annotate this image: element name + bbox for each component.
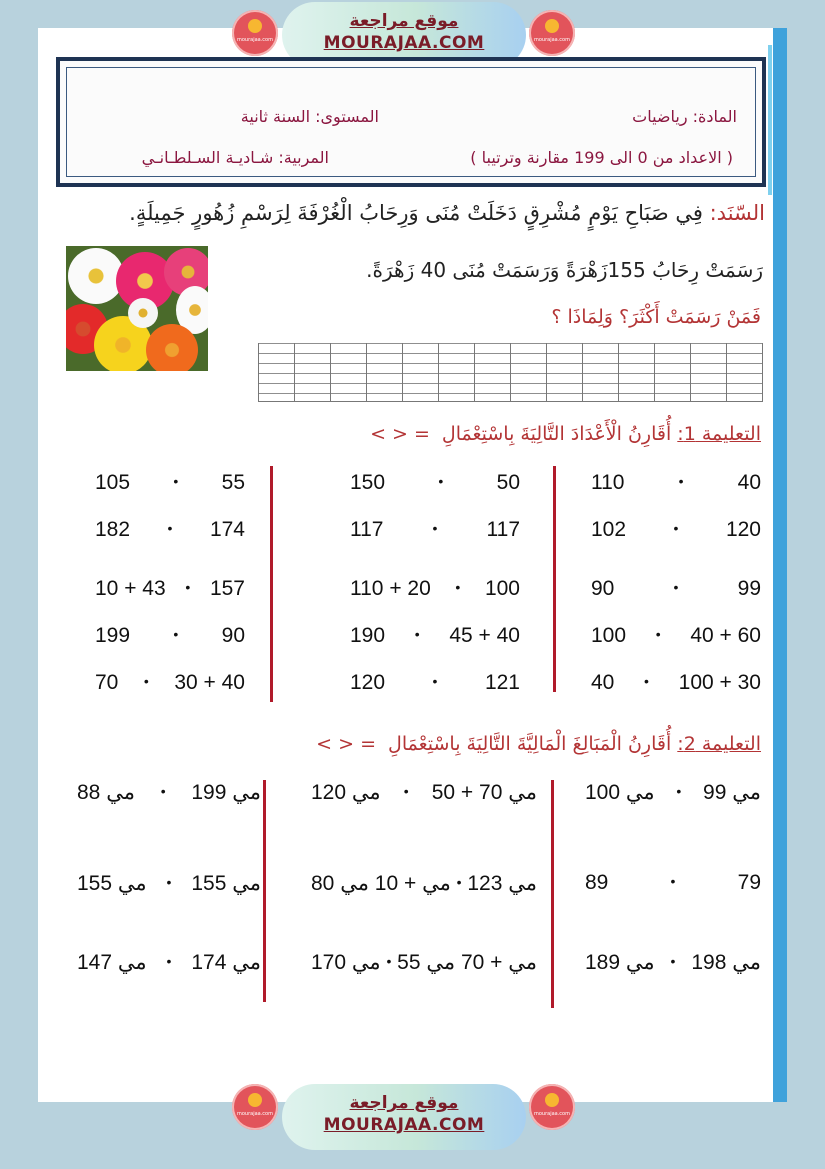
sanad-text: فِي صَبَاحِ يَوْمٍ مُشْرِقٍ دَخَلَتْ مُنَى وَرِحَابُ الْغُرْفَةَ لِرَسْمِ زُهُورٍ جَمِيلَةٍ. — [129, 201, 710, 225]
comparison-row — [95, 624, 245, 648]
banner-arabic-title[interactable]: موقع مراجعة — [349, 11, 459, 31]
column-divider — [263, 780, 266, 1002]
comparison-right-operand: 174 — [209, 518, 245, 541]
comparison-row — [95, 577, 245, 601]
comparison-blank[interactable]: • — [670, 952, 676, 969]
comparison-row — [350, 518, 520, 542]
comparison-left-operand: 88 مي — [77, 781, 135, 804]
comparison-blank[interactable]: • — [414, 626, 420, 642]
site-logo-icon: mourajaa.com — [529, 1084, 575, 1130]
comparison-blank[interactable]: • — [673, 579, 679, 595]
comparison-blank[interactable]: • — [456, 873, 462, 890]
instruction-1-symbols: = < > — [370, 423, 430, 445]
comparison-row — [95, 671, 245, 695]
writing-grid[interactable] — [258, 343, 763, 402]
comparison-right-operand: 100 — [484, 577, 520, 600]
comparison-blank[interactable]: • — [432, 520, 438, 536]
comparison-right-operand: 117 — [486, 518, 520, 541]
comparison-row — [95, 471, 245, 495]
comparison-row — [311, 950, 537, 975]
comparison-row — [350, 471, 520, 495]
comparison-row — [591, 624, 761, 648]
comparison-right-operand: 45 + 40 — [449, 624, 520, 647]
comparison-left-operand: 100 — [591, 624, 627, 647]
comparison-blank[interactable]: • — [670, 873, 676, 889]
comparison-left-operand: 120 مي — [311, 781, 381, 804]
comparison-blank[interactable]: • — [386, 952, 392, 969]
comparison-blank[interactable]: • — [673, 520, 679, 536]
comparison-row — [591, 518, 761, 542]
comparison-row — [350, 624, 520, 648]
comparison-left-operand: 189 مي — [585, 951, 655, 974]
comparison-right-operand: 40 + 60 — [690, 624, 761, 647]
comparison-blank[interactable]: • — [166, 873, 172, 890]
comparison-right-operand: 121 — [484, 671, 520, 694]
comparison-right-operand: 199 مي — [191, 781, 261, 804]
comparison-left-operand: 10 + 43 — [95, 577, 166, 600]
comparison-right-operand: 30 + 40 — [174, 671, 245, 694]
comparison-left-operand: 40 — [591, 671, 615, 694]
comparison-blank[interactable]: • — [678, 473, 684, 489]
site-logo-icon: mourajaa.com — [529, 10, 575, 56]
column-divider — [270, 466, 273, 702]
comparison-right-operand: 155 مي — [191, 872, 261, 895]
comparison-left-operand: 80 مي + 10 مي — [311, 872, 451, 895]
comparison-right-operand: 79 — [737, 871, 761, 894]
story-line: رَسَمَتْ رِحَابُ 155زَهْرَةً وَرَسَمَتْ مُنَى 40 زَهْرَةً. — [366, 258, 763, 282]
comparison-left-operand: 147 مي — [77, 951, 147, 974]
banner-arabic-title[interactable]: موقع مراجعة — [349, 1093, 459, 1113]
comparison-row — [350, 577, 520, 601]
instruction-2 — [316, 733, 761, 755]
comparison-left-operand: 110 — [591, 471, 625, 494]
comparison-right-operand: 99 مي — [703, 781, 761, 804]
comparison-left-operand: 100 مي — [585, 781, 655, 804]
teacher-label: المربية: شـاديـة السـلطـانـي — [141, 148, 329, 167]
comparison-left-operand: 110 + 20 — [350, 577, 431, 600]
comparison-blank[interactable]: • — [644, 673, 649, 689]
instruction-1-text: أُقَارِنُ الْأَعْدَادَ التَّالِيَةَ بِاسْتِعْمَالِ — [441, 423, 678, 445]
flowers-image — [66, 246, 208, 371]
comparison-row — [311, 780, 537, 805]
banner-domain-link[interactable]: MOURAJAA.COM — [323, 1115, 485, 1135]
comparison-row — [585, 780, 761, 805]
comparison-right-operand: 123 مي — [467, 872, 537, 895]
comparison-blank[interactable]: • — [167, 520, 173, 536]
comparison-row — [77, 950, 261, 975]
site-banner-bottom[interactable] — [282, 1084, 526, 1150]
comparison-blank[interactable]: • — [655, 626, 661, 642]
comparison-row — [311, 871, 537, 896]
comparison-right-operand: 157 — [209, 577, 245, 600]
comparison-blank[interactable]: • — [166, 952, 172, 969]
comparison-right-operand: 99 — [737, 577, 761, 600]
comparison-right-operand: 50 — [496, 471, 520, 494]
site-logo-icon: mourajaa.com — [232, 10, 278, 56]
comparison-row — [591, 471, 761, 495]
comparison-right-operand: 55 مي + 70 مي — [397, 951, 537, 974]
instruction-2-text: أُقَارِنُ الْمَبَالِغَ الْمَالِيَّةَ التَّالِيَةَ بِاسْتِعْمَالِ — [388, 733, 678, 755]
comparison-left-operand: 150 — [350, 471, 386, 494]
instruction-2-label: التعليمة 2: — [677, 733, 761, 755]
site-logo-icon: mourajaa.com — [232, 1084, 278, 1130]
comparison-left-operand: 170 مي — [311, 951, 381, 974]
comparison-right-operand: 100 + 30 — [678, 671, 761, 694]
sanad-label: السّنَد: — [709, 201, 765, 225]
comparison-left-operand: 182 — [95, 518, 131, 541]
comparison-blank[interactable]: • — [185, 579, 191, 595]
comparison-blank[interactable]: • — [143, 673, 149, 689]
instruction-2-symbols: = < > — [316, 733, 377, 755]
comparison-left-operand: 105 — [95, 471, 131, 494]
comparison-left-operand: 120 — [350, 671, 386, 694]
comparison-left-operand: 70 — [95, 671, 119, 694]
column-divider — [551, 780, 554, 1008]
instruction-1-label: التعليمة 1: — [677, 423, 761, 445]
comparison-row — [591, 671, 761, 695]
level-label: المستوى: السنة ثانية — [240, 107, 379, 126]
comparison-blank[interactable]: • — [432, 673, 438, 689]
comparison-right-operand: 40 — [737, 471, 761, 494]
comparison-row — [585, 950, 761, 975]
comparison-row — [585, 871, 761, 895]
comparison-row — [77, 780, 261, 805]
comparison-blank[interactable]: • — [173, 473, 179, 489]
comparison-blank[interactable]: • — [173, 626, 179, 642]
story-question: فَمَنْ رَسَمَتْ أَكْثَرَ؟ وَلِمَاذَا ؟ — [551, 306, 761, 328]
subject-label: المادة: رياضيات — [632, 107, 737, 126]
comparison-blank[interactable]: • — [438, 473, 444, 489]
comparison-row — [77, 871, 261, 896]
comparison-blank[interactable]: • — [403, 782, 409, 799]
banner-domain-link[interactable]: MOURAJAA.COM — [323, 33, 485, 53]
comparison-right-operand: 55 — [221, 471, 245, 494]
comparison-right-operand: 174 مي — [191, 951, 261, 974]
comparison-left-operand: 117 — [350, 518, 384, 541]
comparison-row — [350, 671, 520, 695]
comparison-blank[interactable]: • — [455, 579, 461, 595]
topic-label: ( الاعداد من 0 الى 199 مقارنة وترتيبا ) — [470, 148, 733, 167]
comparison-left-operand: 102 — [591, 518, 627, 541]
comparison-row — [591, 577, 761, 601]
comparison-right-operand: 50 + 70 مي — [431, 781, 537, 804]
sanad-line — [129, 201, 765, 225]
comparison-left-operand: 90 — [591, 577, 615, 600]
comparison-blank[interactable]: • — [160, 782, 166, 799]
comparison-right-operand: 120 — [725, 518, 761, 541]
instruction-1 — [370, 423, 761, 445]
comparison-left-operand: 199 — [95, 624, 131, 647]
comparison-right-operand: 90 — [221, 624, 245, 647]
page-right-accent — [768, 45, 772, 195]
column-divider — [553, 466, 556, 692]
comparison-left-operand: 155 مي — [77, 872, 147, 895]
comparison-left-operand: 190 — [350, 624, 386, 647]
comparison-left-operand: 89 — [585, 871, 609, 894]
comparison-blank[interactable]: • — [676, 782, 682, 799]
comparison-right-operand: 198 مي — [691, 951, 761, 974]
comparison-row — [95, 518, 245, 542]
worksheet-page — [38, 28, 774, 1102]
page-right-border — [773, 28, 787, 1102]
